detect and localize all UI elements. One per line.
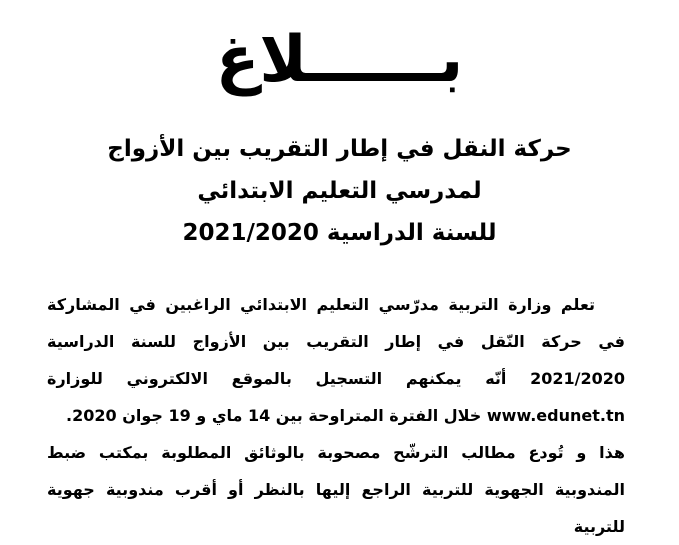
title-container	[0, 20, 679, 100]
announcement-title: بــــــلاغ	[215, 23, 464, 97]
subtitle-line-1: حركة النقل في إطار التقريب بين الأزواج	[107, 136, 572, 162]
announcement-body	[47, 286, 625, 545]
body-paragraph-2: هذا و تُودع مطالب الترشّح مصحوبة بالوثائق المطلوبة بمكتب ضبط المندوبية الجهوية للتربية الراجع إليها بالنظر أو أقرب مندوبية جهوية للتربية	[47, 443, 625, 536]
subtitle-line-3: للسنة الدراسية 2021/2020	[182, 220, 497, 246]
subtitle-block	[0, 128, 679, 254]
subtitle-line-2: لمدرسي التعليم الابتدائي	[197, 178, 482, 204]
body-paragraph-1: تعلم وزارة التربية مدرّسي التعليم الابتدائي الراغبين في المشاركة في حركة النّقل في إطار التقريب بين الأزواج للسنة الدراسية 2021/2020 أنّه يمكنهم التسجيل بالموقع الالكتروني للوزارة www.edunet.tn خلال الفترة المتراوحة بين 14 ماي و 19 جوان 2020.	[47, 295, 625, 425]
